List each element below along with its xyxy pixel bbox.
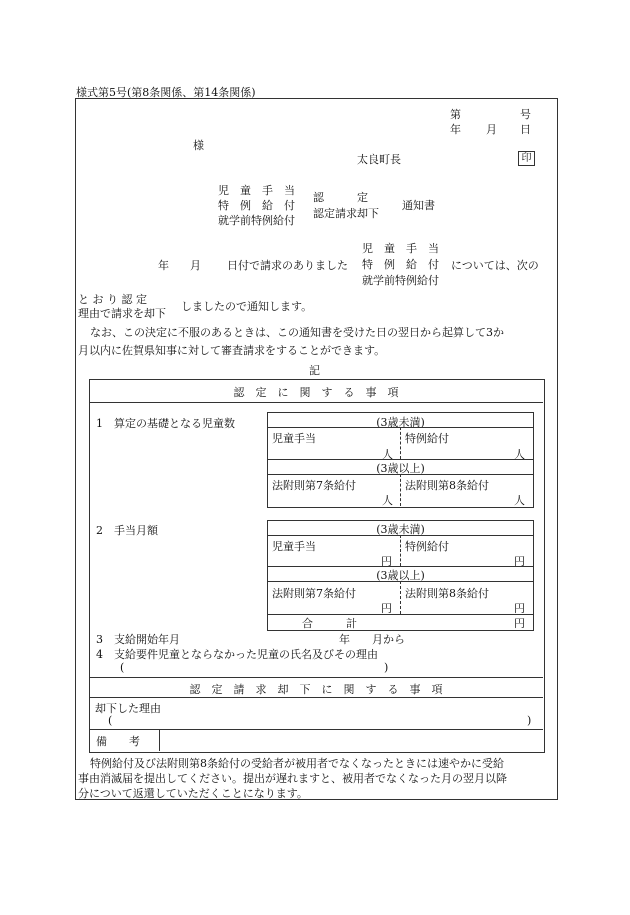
- rejection-heading: 認 定 請 求 却 下 に 関 す る 事 項: [189, 683, 443, 696]
- over3-label: (3歳以上): [376, 569, 425, 582]
- title-decision-1: 認 定: [313, 191, 368, 204]
- reason-paren-open: (: [108, 714, 113, 727]
- body-date-text: 日付で請求のありました: [227, 259, 348, 272]
- supp8-label: 法附則第8条給付: [405, 479, 489, 492]
- unit-person: 人: [382, 494, 393, 507]
- date-year: 年: [450, 123, 461, 136]
- footer-line-1: 特例給付及び法附則第8条給付の受給者が被用者でなくなったときには速やかに受給: [90, 757, 504, 770]
- option-reject: 理由で請求を却下: [78, 307, 166, 320]
- remarks-label: 備 考: [96, 735, 140, 748]
- approval-heading: 認 定 に 関 す る 事 項: [233, 386, 399, 399]
- title-allowance-3: 就学前特例給付: [218, 214, 295, 227]
- unit-yen: 円: [514, 555, 525, 568]
- title-allowance-2: 特 例 給 付: [218, 199, 295, 212]
- supp8-label: 法附則第8条給付: [405, 587, 489, 600]
- footer-line-2: 事由消滅届を提出してください。提出が遅れますと、被用者でなくなった月の翌月以降: [78, 772, 507, 785]
- footer-line-3: 分について返還していただくことになります。: [78, 787, 308, 800]
- number-label: 第: [450, 108, 461, 121]
- special-payment-label: 特例給付: [405, 540, 449, 553]
- divider: [400, 427, 401, 459]
- unit-yen: 円: [514, 602, 525, 615]
- body-note-1: なお、この決定に不服のあるときは、この通知書を受けた日の翌日から起算して3か: [90, 326, 504, 339]
- item4-paren-close: ): [384, 661, 389, 674]
- body-ending: しましたので通知します。: [181, 300, 313, 313]
- divider: [90, 402, 543, 403]
- body-allowance-3: 就学前特例給付: [362, 274, 439, 287]
- body-note-2: 月以内に佐賀県知事に対して審査請求をすることができます。: [78, 344, 386, 357]
- total-label: 合 計: [302, 617, 357, 630]
- unit-person: 人: [382, 448, 393, 461]
- body-month: 月: [190, 259, 201, 272]
- unit-yen: 円: [381, 602, 392, 615]
- addressee-suffix: 様: [193, 139, 204, 152]
- option-approve: と お り 認 定: [78, 293, 147, 306]
- supp7-label: 法附則第7条給付: [272, 587, 356, 600]
- divider: [90, 677, 543, 678]
- under3-label: (3歳未満): [376, 523, 425, 536]
- child-allowance-label: 児童手当: [272, 432, 316, 445]
- supp7-label: 法附則第7条給付: [272, 479, 356, 492]
- item3-label: 3 支給開始年月: [96, 633, 180, 646]
- body-ki: 記: [309, 364, 320, 377]
- number-suffix: 号: [520, 108, 531, 121]
- item3-value: 年 月から: [339, 633, 405, 646]
- form-title: 様式第5号(第8条関係、第14条関係): [76, 86, 256, 99]
- divider: [400, 581, 401, 614]
- unit-person: 人: [514, 494, 525, 507]
- date-month: 月: [486, 123, 497, 136]
- special-payment-label: 特例給付: [405, 432, 449, 445]
- rejection-reason-label: 却下した理由: [95, 702, 161, 715]
- unit-yen: 円: [381, 555, 392, 568]
- unit-yen: 円: [514, 617, 525, 630]
- title-notice: 通知書: [402, 199, 435, 212]
- divider: [159, 729, 160, 751]
- unit-person: 人: [514, 448, 525, 461]
- date-day: 日: [520, 123, 531, 136]
- title-decision-2: 認定請求却下: [313, 207, 379, 220]
- divider: [400, 535, 401, 566]
- issuer-name: 太良町長: [357, 153, 401, 166]
- divider: [400, 474, 401, 506]
- body-allowance-2: 特 例 給 付: [362, 258, 439, 271]
- divider: [90, 697, 543, 698]
- item1-label: 1 算定の基礎となる児童数: [96, 417, 235, 430]
- over3-label: (3歳以上): [376, 462, 425, 475]
- item4-label: 4 支給要件児童とならなかった児童の氏名及びその理由: [96, 648, 378, 661]
- body-allowance-1: 児 童 手 当: [362, 242, 439, 255]
- reason-paren-close: ): [527, 714, 532, 727]
- title-allowance-1: 児 童 手 当: [218, 184, 295, 197]
- under3-label: (3歳未満): [376, 416, 425, 429]
- body-following: については、次の: [451, 259, 539, 272]
- item2-label: 2 手当月額: [96, 524, 158, 537]
- divider: [90, 729, 543, 730]
- body-year: 年: [158, 259, 169, 272]
- item4-paren-open: (: [120, 661, 125, 674]
- seal-mark: 印: [518, 151, 535, 166]
- child-allowance-label: 児童手当: [272, 540, 316, 553]
